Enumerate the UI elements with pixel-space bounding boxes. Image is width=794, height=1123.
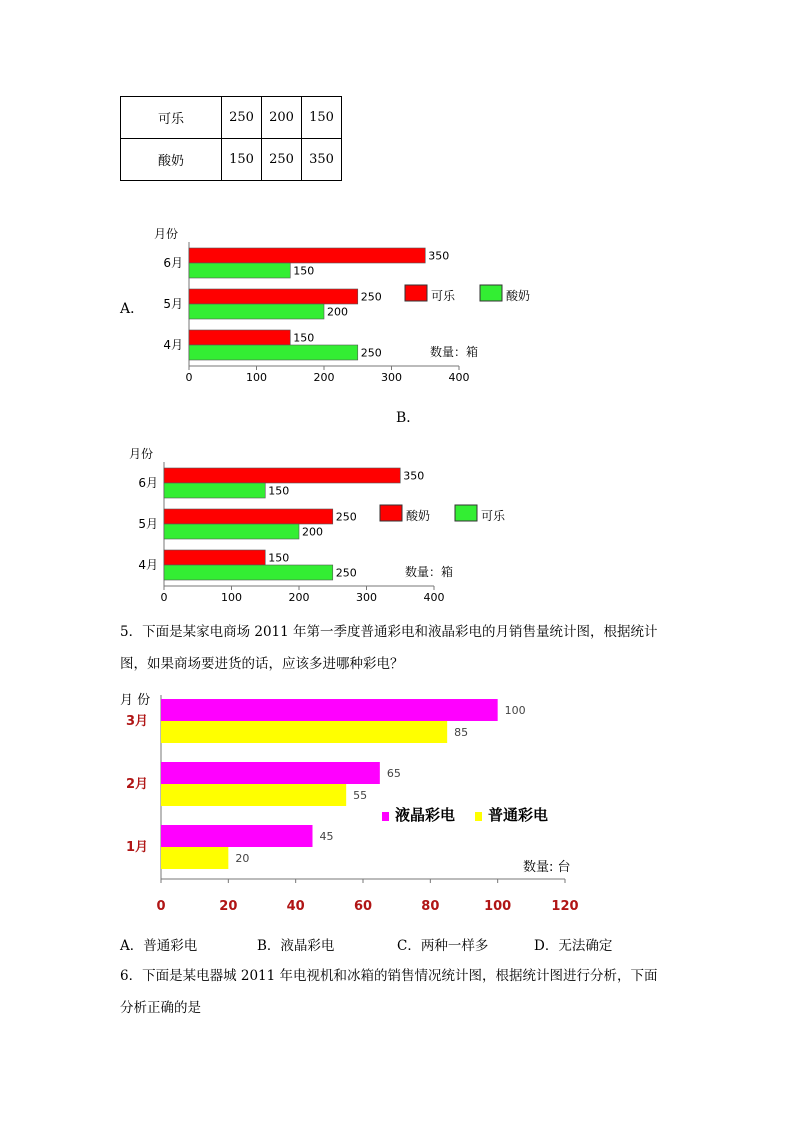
x-tick-label: 0 [160, 591, 168, 604]
x-tick-label: 0 [156, 899, 166, 914]
legend-label: 普通彩电 [488, 806, 549, 824]
bar [189, 304, 324, 319]
category-label: 2月 [125, 777, 148, 792]
data-label: 250 [335, 566, 357, 580]
data-label: 55 [353, 789, 368, 802]
bar [161, 699, 498, 721]
table-cell: 250 [222, 97, 262, 139]
data-label: 200 [327, 305, 348, 319]
legend-swatch [480, 285, 502, 301]
x-tick-label: 40 [286, 899, 305, 914]
data-label: 150 [268, 551, 290, 565]
x-tick-label: 200 [313, 371, 335, 384]
data-label: 85 [454, 726, 469, 739]
question-6-line1: 6．下面是某电器城 2011 年电视机和冰箱的销售情况统计图，根据统计图进行分析，下面 [120, 968, 658, 984]
bar [164, 550, 265, 565]
table-cell: 200 [262, 97, 302, 139]
bar [189, 263, 290, 278]
bar [161, 825, 313, 847]
x-tick-label: 80 [421, 899, 440, 914]
table-cell: 250 [262, 139, 302, 181]
bar [164, 468, 400, 483]
legend-label: 液晶彩电 [395, 806, 456, 824]
table-cell: 350 [302, 139, 342, 181]
x-tick-label: 0 [185, 371, 193, 384]
bar [189, 330, 290, 345]
table-cell: 150 [222, 139, 262, 181]
question-5-line1: 5．下面是某家电商场 2011 年第一季度普通彩电和液晶彩电的月销售量统计图，根据统计 [120, 624, 658, 640]
data-label: 200 [302, 525, 323, 539]
x-tick-label: 100 [246, 371, 267, 384]
category-label: 3月 [125, 714, 148, 729]
y-axis-label: 月份 [129, 447, 154, 461]
data-label: 250 [360, 290, 382, 304]
x-tick-label: 200 [288, 591, 310, 604]
legend-label: 可乐 [431, 289, 456, 303]
x-tick-label: 100 [221, 591, 242, 604]
chart-c [110, 685, 610, 920]
bar [161, 847, 228, 869]
legend-swatch [405, 285, 427, 301]
y-axis-label: 月 份 [120, 693, 151, 708]
chart-b [115, 440, 535, 610]
data-label: 350 [403, 469, 425, 483]
category-label: 4月 [138, 558, 158, 572]
bar [161, 762, 380, 784]
unit-label: 数量：箱 [405, 565, 454, 579]
data-label: 150 [293, 331, 315, 345]
data-label: 250 [360, 346, 382, 360]
y-axis-label: 月份 [154, 227, 179, 241]
legend-label: 酸奶 [406, 509, 431, 523]
table-cell: 可乐 [121, 97, 222, 139]
legend-swatch [455, 505, 477, 521]
option-d[interactable]: D．无法确定 [534, 938, 613, 954]
legend-label: 可乐 [481, 509, 506, 523]
legend-swatch [382, 812, 389, 821]
chart-a [140, 220, 560, 390]
data-label: 350 [428, 249, 450, 263]
unit-label: 数量: 台 [523, 860, 571, 875]
category-label: 5月 [163, 297, 183, 311]
bar [164, 483, 265, 498]
question-5-line2: 图，如果商场要进货的话，应该多进哪种彩电？ [120, 656, 404, 672]
bar [164, 565, 333, 580]
table-row [121, 97, 342, 139]
x-tick-label: 400 [423, 591, 445, 604]
legend-swatch [475, 812, 482, 821]
bar [189, 289, 358, 304]
category-label: 6月 [163, 256, 183, 270]
data-label: 20 [235, 852, 250, 865]
data-label: 250 [335, 510, 357, 524]
category-label: 5月 [138, 517, 158, 531]
bar [161, 721, 447, 743]
x-tick-label: 300 [381, 371, 402, 384]
x-tick-label: 20 [219, 899, 238, 914]
bar [164, 509, 333, 524]
bar [189, 248, 425, 263]
legend-swatch [380, 505, 402, 521]
category-label: 4月 [163, 338, 183, 352]
bar [164, 524, 299, 539]
option-b[interactable]: B．液晶彩电 [257, 938, 335, 954]
table-row [121, 139, 342, 181]
option-a[interactable]: A．普通彩电 [120, 938, 198, 954]
question-6-line2: 分析正确的是 [120, 1000, 201, 1016]
x-tick-label: 60 [353, 899, 373, 914]
data-label: 150 [293, 264, 315, 278]
bar [189, 345, 358, 360]
unit-label: 数量：箱 [430, 345, 479, 359]
legend-label: 酸奶 [506, 289, 531, 303]
category-label: 6月 [138, 476, 158, 490]
x-tick-label: 120 [551, 899, 579, 914]
option-c[interactable]: C．两种一样多 [397, 938, 489, 954]
x-tick-label: 100 [484, 899, 512, 914]
category-label: 1月 [125, 840, 148, 855]
table-cell: 酸奶 [121, 139, 222, 181]
data-label: 45 [319, 830, 334, 843]
data-table [120, 96, 342, 181]
x-tick-label: 400 [448, 371, 470, 384]
table-cell: 150 [302, 97, 342, 139]
data-label: 100 [504, 704, 526, 717]
option-b-label: B． [396, 410, 421, 426]
x-tick-label: 300 [356, 591, 377, 604]
bar [161, 784, 346, 806]
option-a-label: A． [120, 301, 145, 317]
data-label: 150 [268, 484, 290, 498]
data-label: 65 [386, 767, 401, 780]
question-5-options [120, 936, 680, 956]
